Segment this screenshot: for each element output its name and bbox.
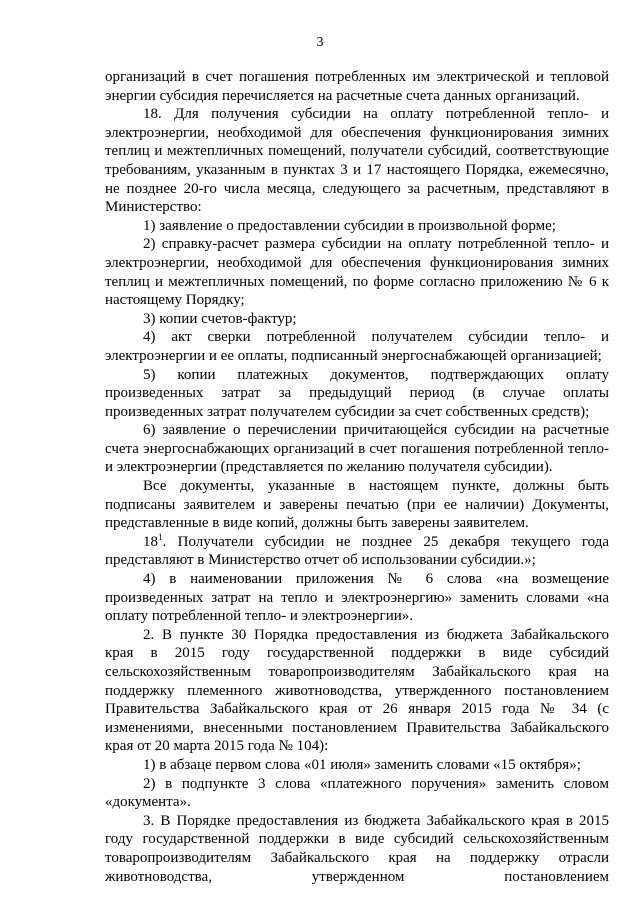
list-item-4: 4) акт сверки потребленной получателем субсидии тепло- и электроэнергии и ее оплаты, подписанный энергоснабжающей организацией; — [105, 329, 609, 364]
list-item-6: 6) заявление о перечислении причитающейся субсидии на расчетные счета энергоснабжающих организаций в счет погашения потребленной тепло- и электроэнергии (представляется по желанию получателя субсидии). — [105, 422, 609, 476]
paragraph-continuation: организаций в счет погашения потребленных им электрической и тепловой энергии субсидия перечисляется на расчетные счета данных организаций. — [105, 69, 609, 104]
document-body — [105, 68, 609, 886]
paragraph-item-18: 18. Для получения субсидии на оплату потребленной тепло- и электроэнергии, необходимой для обеспечения функционирования зимних теплиц и межтепличных помещений, получатели субсидий, соответствующие требованиям, указанным в пунктах 3 и 17 настоящего Порядка, ежемесячно, не позднее 20-го числа месяца, следующего за расчетным, представляют в Министерство: — [105, 106, 609, 216]
paragraph-item-18-1 — [105, 533, 609, 570]
paragraph-section-3: 3. В Порядке предоставления из бюджета Забайкальского края в 2015 году государственной поддержки в виде субсидий сельскохозяйственным товаропроизводителям Забайкальского края на поддержку отрасли животноводства, утвержденном постановлением — [105, 812, 609, 885]
list-item-1: 1) заявление о предоставлении субсидии в произвольной форме; — [143, 217, 556, 234]
list-item-2: 2) справку-расчет размера субсидии на оплату потребленной тепло- и электроэнергии, необходимой для обеспечения функционирования зимних теплиц и межтепличных помещений, по форме согласно приложению № 6 к настоящему Порядку; — [105, 236, 609, 309]
paragraph-section-2: 2. В пункте 30 Порядка предоставления из бюджета Забайкальского края в 2015 году государственной поддержки в виде субсидий сельскохозяйственным товаропроизводителям Забайкальского края на поддержку племенного животноводства, утвержденного постановлением Правительства Забайкальского края от 26 января 2015 года № 34 (с изменениями, внесенными постановлением Правительства Забайкальского края от 20 марта 2015 года № 104): — [105, 626, 609, 755]
page-number: 3 — [316, 35, 324, 50]
item-superscript: 1 — [158, 531, 163, 542]
list-item-2-1: 1) в абзаце первом слова «01 июля» заменить словами «15 октября»; — [143, 756, 581, 773]
item-text: . Получатели субсидии не позднее 25 декабря текущего года представляют в Министерство отчет об использовании субсидии.»; — [105, 533, 609, 569]
list-item-3: 3) копии счетов-фактур; — [143, 310, 297, 327]
list-item-5: 5) копии платежных документов, подтверждающих оплату произведенных затрат за предыдущий период (в случае оплаты произведенных затрат получателем субсидии за счет собственных средств); — [105, 366, 609, 420]
item-number: 18 — [143, 533, 158, 550]
paragraph-amendment-4: 4) в наименовании приложения № 6 слова «на возмещение произведенных затрат на тепло и электроэнергию» заменить словами «на оплату потребленной тепло- и электроэнергии». — [105, 571, 609, 625]
list-item-2-2: 2) в подпункте 3 слова «платежного поручения» заменить словом «документа». — [105, 775, 609, 811]
paragraph-documents-note: Все документы, указанные в настоящем пункте, должны быть подписаны заявителем и заверены печатью (при ее наличии) Документы, представленные в виде копий, должны быть заверены заявителем. — [105, 478, 609, 532]
